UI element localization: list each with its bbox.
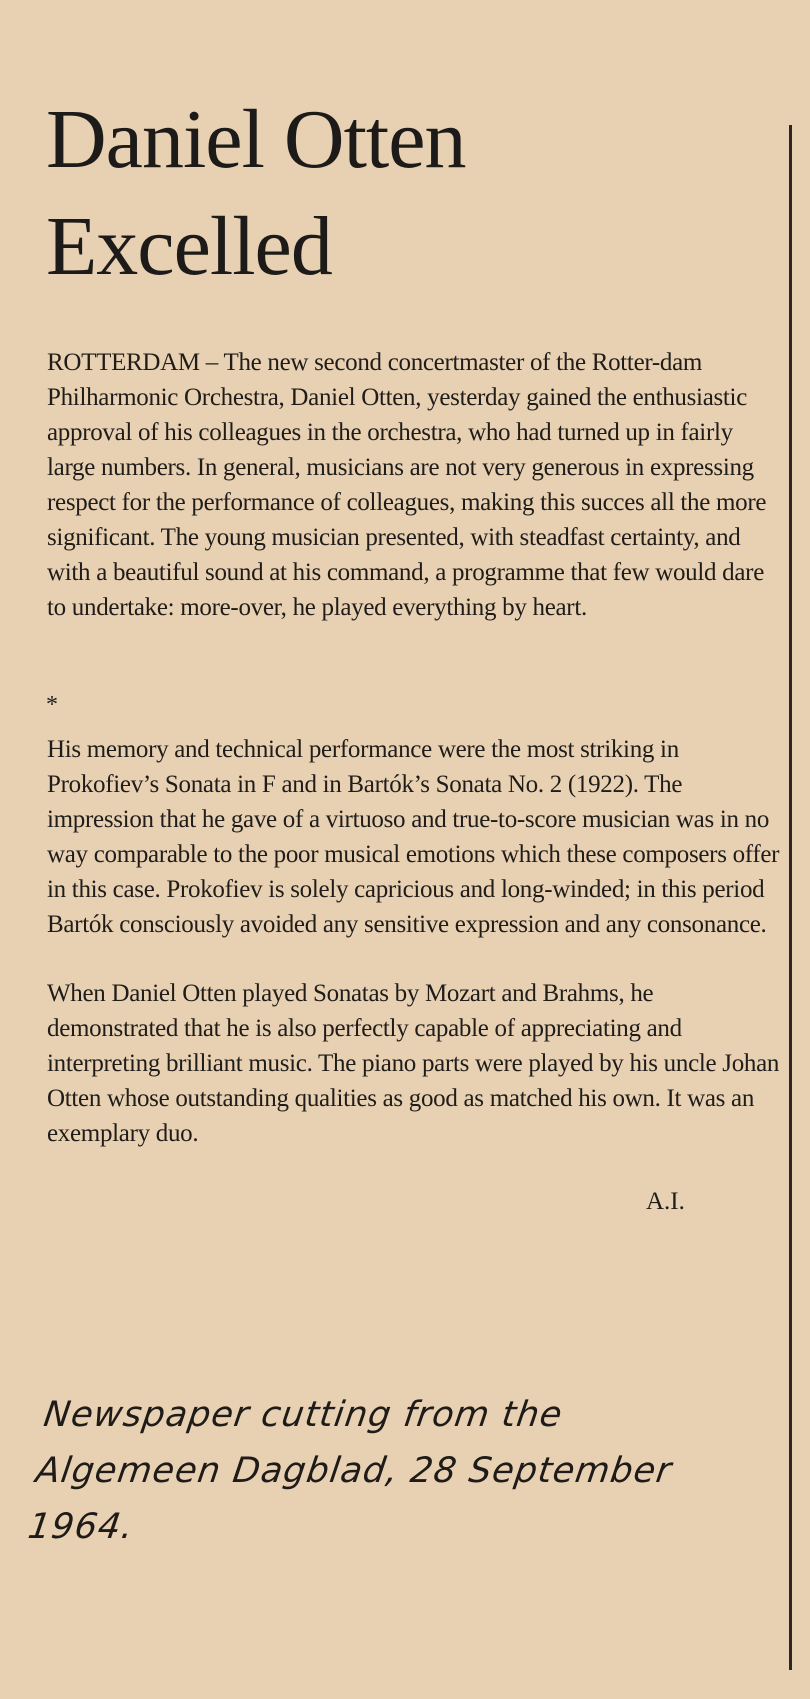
handwritten-note: Newspaper cutting from the Algemeen Dagblad, 28 September 1964.: [25, 1395, 675, 1547]
article-paragraph-2: His memory and technical performance were the most striking in Prokofiev’s Sonata in F and in Bartók’s Sonata No. 2 (1922). The impression that he gave of a virtuoso and true-to-score musician was in no way comparable to the poor musical emotions which these composers offer in this case. Prokofiev is solely capricious and long-winded; in this period Bartók consciously avoided any sensitive expression and any consonance.: [47, 736, 780, 938]
vertical-rule: [789, 125, 792, 1670]
article-paragraph-3: When Daniel Otten played Sonatas by Mozart and Brahms, he demonstrated that he is also perfectly capable of appreciating and interpreting brilliant music. The piano parts were played by his uncle Johan Otten whose outstanding qualities as good as matched his own. It was an exemplary duo.: [47, 980, 780, 1147]
article-paragraph-1: ROTTERDAM – The new second concertmaster of the Rotter-dam Philharmonic Orchestra, Daniel Otten, yesterday gained the enthusiastic approval of his colleagues in the orchestra, who had turned up in fairly large numbers. In general, musicians are not very generous in expressing respect for the performance of colleagues, making this succes all the more significant. The young musician presented, with steadfast certainty, and with a beautiful sound at his command, a programme that few would dare to undertake: more-over, he played everything by heart.: [47, 349, 767, 621]
title-line-2: Excelled: [46, 200, 332, 293]
article-title: [46, 86, 746, 300]
author-signature: A.I.: [646, 1188, 685, 1215]
section-separator: *: [46, 692, 58, 718]
title-line-1: Daniel Otten: [46, 93, 466, 186]
